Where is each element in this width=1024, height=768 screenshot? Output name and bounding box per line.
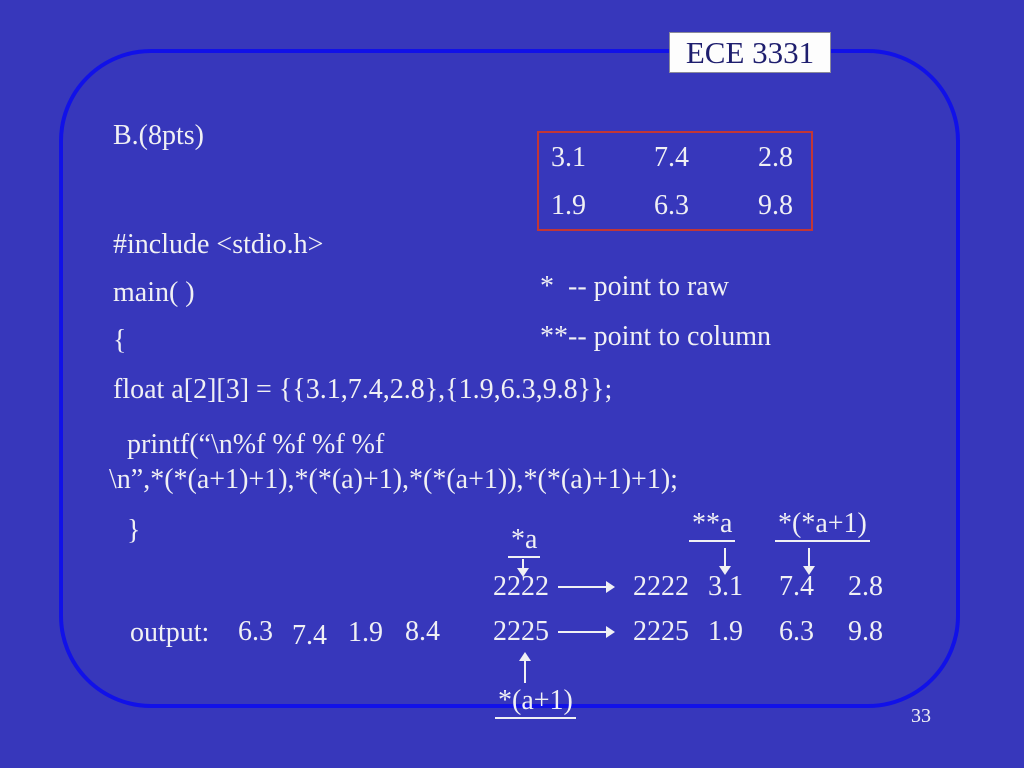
code-float-decl: float a[2][3] = {{3.1,7.4,2.8},{1.9,6.3,9.8}}; <box>113 374 613 405</box>
memory-value: 1.9 <box>708 616 743 647</box>
legend-pointer-row: * -- point to raw <box>540 271 729 302</box>
legend-pointer-column: **-- point to column <box>540 321 771 352</box>
course-title-box <box>669 32 831 73</box>
code-printf-line1: printf(“\n%f %f %f %f <box>127 429 385 460</box>
output-label: output: <box>130 617 210 648</box>
pointer-label-star-star-a: **a <box>689 508 735 540</box>
memory-value: 3.1 <box>708 571 743 602</box>
matrix-cell: 6.3 <box>654 190 689 221</box>
down-arrow-icon <box>522 559 524 570</box>
right-arrow-icon <box>558 631 613 633</box>
memory-value: 7.4 <box>779 571 814 602</box>
matrix-cell: 1.9 <box>551 190 586 221</box>
matrix-cell: 7.4 <box>654 142 689 173</box>
memory-value: 9.8 <box>848 616 883 647</box>
pointer-address: 2225 <box>493 616 549 647</box>
pointer-label-star-star-a-plus1: *(*a+1) <box>775 508 870 540</box>
matrix-cell: 3.1 <box>551 142 586 173</box>
problem-heading: B.(8pts) <box>113 120 204 151</box>
output-value: 1.9 <box>348 617 383 648</box>
memory-address: 2225 <box>633 616 689 647</box>
matrix-box <box>537 131 813 231</box>
pointer-address: 2222 <box>493 571 549 602</box>
output-value: 7.4 <box>292 620 327 651</box>
output-value: 8.4 <box>405 616 440 647</box>
right-arrow-icon <box>558 586 613 588</box>
matrix-cell: 9.8 <box>758 190 793 221</box>
code-open-brace: { <box>113 325 127 356</box>
output-value: 6.3 <box>238 616 273 647</box>
memory-address: 2222 <box>633 571 689 602</box>
down-arrow-icon <box>808 548 810 568</box>
down-arrow-icon <box>724 548 726 568</box>
code-include: #include <stdio.h> <box>113 229 324 260</box>
course-title: ECE 3331 <box>685 35 815 70</box>
code-close-brace: } <box>127 515 141 546</box>
up-arrow-icon <box>524 659 526 683</box>
page-number: 33 <box>911 705 931 727</box>
pointer-label-a-plus1: *(a+1) <box>495 685 576 717</box>
matrix-cell: 2.8 <box>758 142 793 173</box>
code-main: main( ) <box>113 277 195 308</box>
pointer-label-star-a: *a <box>508 524 540 556</box>
memory-value: 2.8 <box>848 571 883 602</box>
code-printf-line2: \n”,*(*(a+1)+1),*(*(a)+1),*(*(a+1)),*(*(a)+1)+1); <box>109 464 678 495</box>
memory-value: 6.3 <box>779 616 814 647</box>
